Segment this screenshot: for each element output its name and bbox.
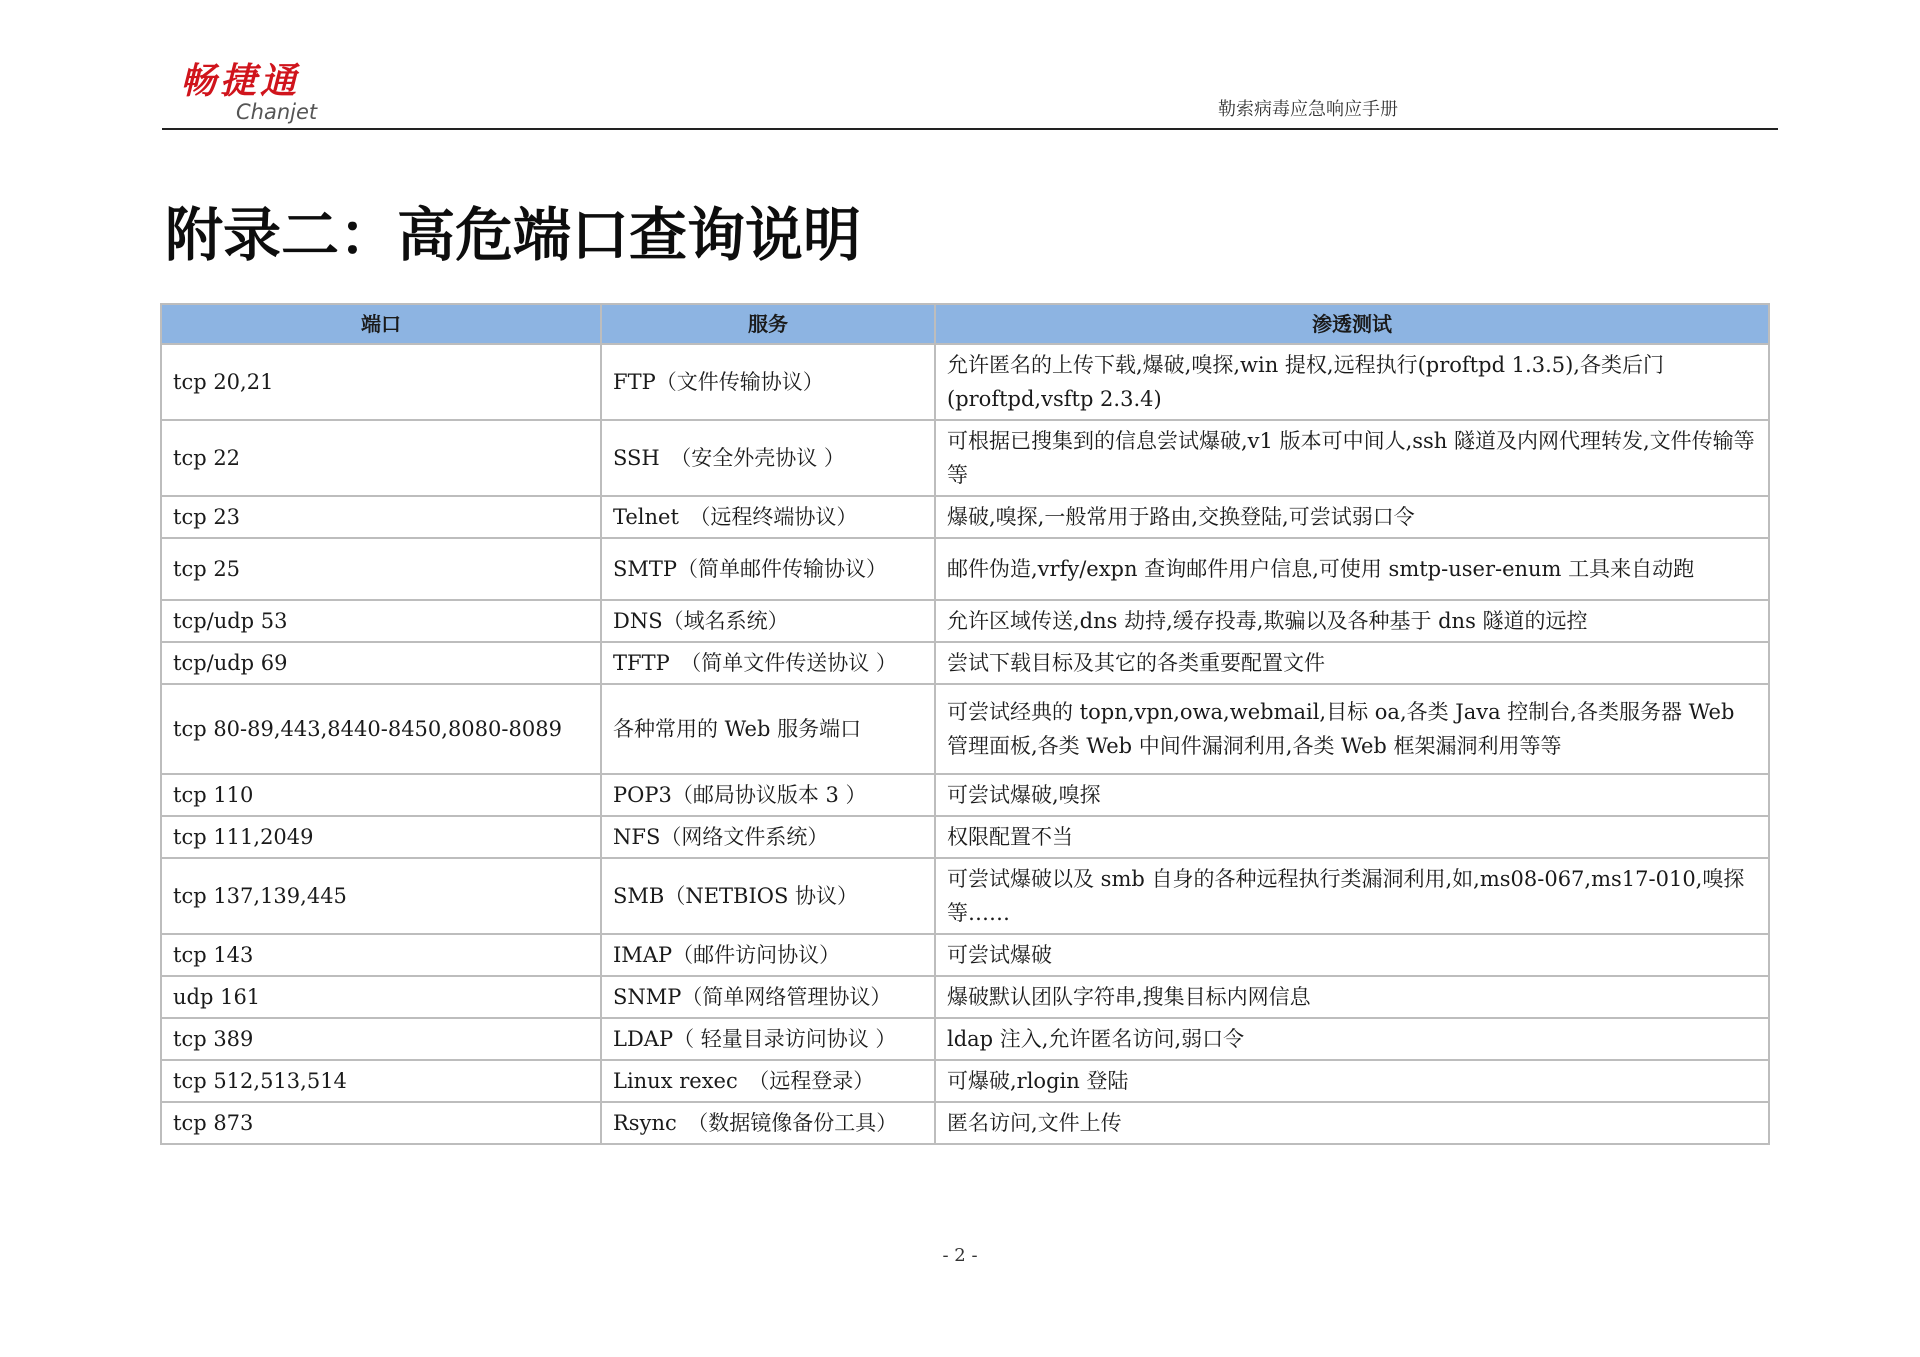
pentest-cell: 可尝试爆破,嗅探: [935, 774, 1769, 816]
port-cell: tcp 110: [161, 774, 601, 816]
table-row: [161, 600, 1769, 642]
pentest-cell: 权限配置不当: [935, 816, 1769, 858]
table-row: [161, 858, 1769, 934]
table-row: [161, 934, 1769, 976]
service-cell: NFS（网络文件系统）: [601, 816, 935, 858]
page-number: - 2 -: [942, 1245, 978, 1266]
port-cell: udp 161: [161, 976, 601, 1018]
port-cell: tcp/udp 69: [161, 642, 601, 684]
page-title: 附录二：高危端口查询说明: [165, 201, 862, 269]
column-header-port: 端口: [161, 304, 601, 344]
pentest-cell: 允许匿名的上传下载,爆破,嗅探,win 提权,远程执行(proftpd 1.3.5),各类后门(proftpd,vsftp 2.3.4): [935, 344, 1769, 420]
pentest-cell: 可根据已搜集到的信息尝试爆破,v1 版本可中间人,ssh 隧道及内网代理转发,文件传输等等: [935, 420, 1769, 496]
service-cell: IMAP（邮件访问协议）: [601, 934, 935, 976]
document-title: 勒索病毒应急响应手册: [1218, 99, 1398, 120]
service-cell: Rsync （数据镜像备份工具）: [601, 1102, 935, 1144]
pentest-cell: 可爆破,rlogin 登陆: [935, 1060, 1769, 1102]
service-cell: SSH （安全外壳协议 ）: [601, 420, 935, 496]
service-cell: FTP（文件传输协议）: [601, 344, 935, 420]
port-cell: tcp 137,139,445: [161, 858, 601, 934]
pentest-cell: 爆破,嗅探,一般常用于路由,交换登陆,可尝试弱口令: [935, 496, 1769, 538]
table-row: [161, 816, 1769, 858]
port-cell: tcp/udp 53: [161, 600, 601, 642]
table-row: [161, 774, 1769, 816]
service-cell: LDAP（ 轻量目录访问协议 ）: [601, 1018, 935, 1060]
port-cell: tcp 23: [161, 496, 601, 538]
page-header: [162, 58, 1778, 130]
port-cell: tcp 25: [161, 538, 601, 600]
column-header-service: 服务: [601, 304, 935, 344]
pentest-cell: 允许区域传送,dns 劫持,缓存投毒,欺骗以及各种基于 dns 隧道的远控: [935, 600, 1769, 642]
logo-english-text: Chanjet: [236, 100, 318, 124]
table-row: [161, 1060, 1769, 1102]
table-row: [161, 1018, 1769, 1060]
table-row: [161, 684, 1769, 774]
port-cell: tcp 143: [161, 934, 601, 976]
pentest-cell: 尝试下载目标及其它的各类重要配置文件: [935, 642, 1769, 684]
port-cell: tcp 22: [161, 420, 601, 496]
logo-chinese-text: 畅捷通: [180, 61, 301, 102]
port-cell: tcp 80-89,443,8440-8450,8080-8089: [161, 684, 601, 774]
port-cell: tcp 512,513,514: [161, 1060, 601, 1102]
table-row: [161, 344, 1769, 420]
table-row: [161, 496, 1769, 538]
pentest-cell: 爆破默认团队字符串,搜集目标内网信息: [935, 976, 1769, 1018]
table-row: [161, 420, 1769, 496]
service-cell: Telnet （远程终端协议）: [601, 496, 935, 538]
table-row: [161, 976, 1769, 1018]
service-cell: DNS（域名系统）: [601, 600, 935, 642]
pentest-cell: 可尝试爆破以及 smb 自身的各种远程执行类漏洞利用,如,ms08-067,ms17-010,嗅探等……: [935, 858, 1769, 934]
service-cell: Linux rexec （远程登录）: [601, 1060, 935, 1102]
service-cell: 各种常用的 Web 服务端口: [601, 684, 935, 774]
table-row: [161, 1102, 1769, 1144]
column-header-pentest: 渗透测试: [935, 304, 1769, 344]
pentest-cell: 可尝试爆破: [935, 934, 1769, 976]
port-cell: tcp 111,2049: [161, 816, 601, 858]
chanjet-logo: [180, 62, 350, 124]
table-row: [161, 642, 1769, 684]
pentest-cell: ldap 注入,允许匿名访问,弱口令: [935, 1018, 1769, 1060]
high-risk-ports-table: [160, 303, 1770, 1145]
table-header-row: [161, 304, 1769, 344]
pentest-cell: 邮件伪造,vrfy/expn 查询邮件用户信息,可使用 smtp-user-enum 工具来自动跑: [935, 538, 1769, 600]
port-cell: tcp 20,21: [161, 344, 601, 420]
service-cell: TFTP （简单文件传送协议 ）: [601, 642, 935, 684]
table-row: [161, 538, 1769, 600]
service-cell: POP3（邮局协议版本 3 ）: [601, 774, 935, 816]
service-cell: SMB（NETBIOS 协议）: [601, 858, 935, 934]
port-cell: tcp 389: [161, 1018, 601, 1060]
service-cell: SMTP（简单邮件传输协议）: [601, 538, 935, 600]
port-cell: tcp 873: [161, 1102, 601, 1144]
pentest-cell: 可尝试经典的 topn,vpn,owa,webmail,目标 oa,各类 Java 控制台,各类服务器 Web 管理面板,各类 Web 中间件漏洞利用,各类 Web 框架漏洞利用等等: [935, 684, 1769, 774]
service-cell: SNMP（简单网络管理协议）: [601, 976, 935, 1018]
pentest-cell: 匿名访问,文件上传: [935, 1102, 1769, 1144]
